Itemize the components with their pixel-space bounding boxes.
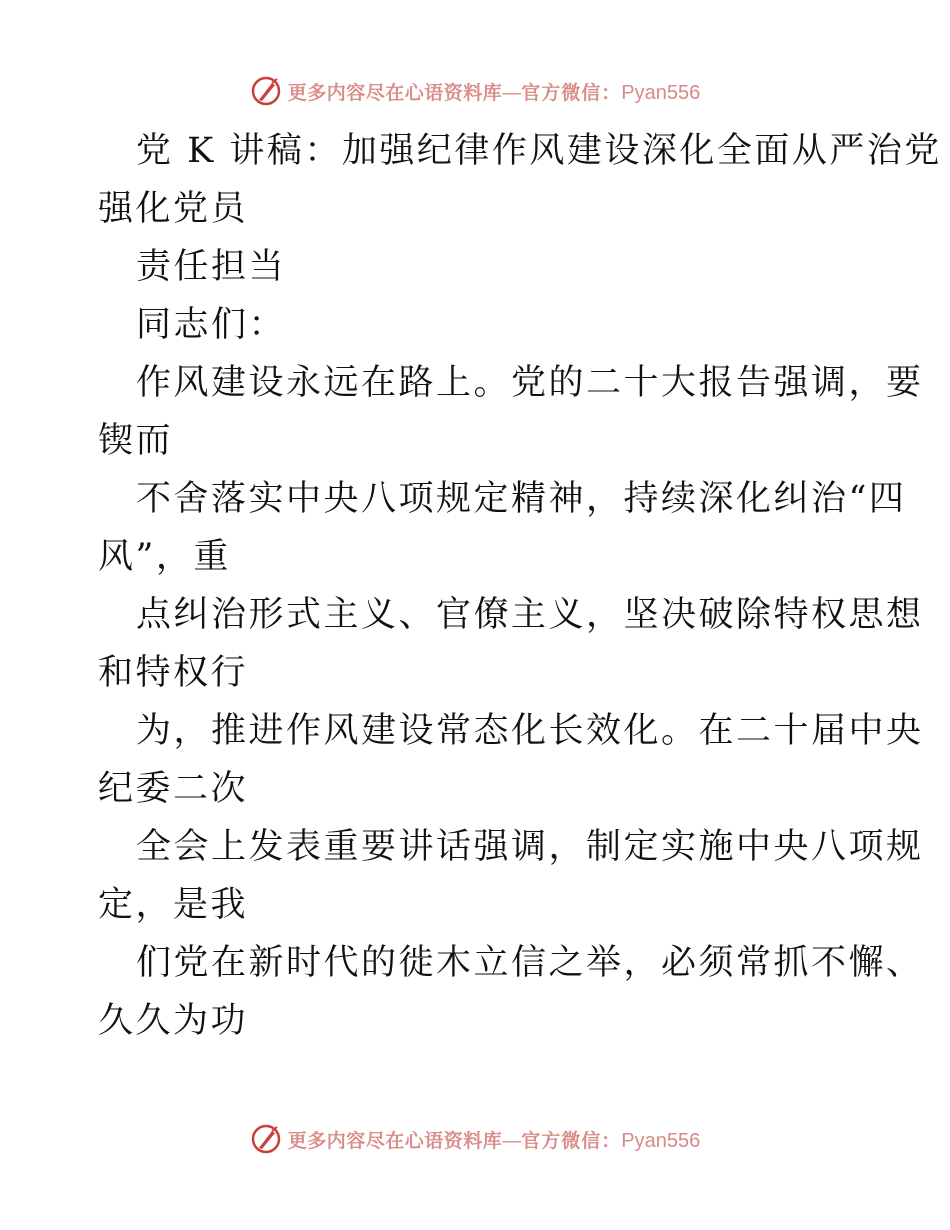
text-line: 风”，重	[98, 537, 231, 577]
text-line: 责任担当	[136, 247, 287, 287]
banner-main-text: 更多内容尽在心语资料库	[287, 81, 503, 104]
text-line: 们党在新时代的徙木立信之举，必须常抓不懈、	[136, 943, 924, 983]
footer-banner	[0, 1119, 950, 1159]
header-banner-text	[288, 78, 701, 105]
text-line: 不舍落实中央八项规定精神，持续深化纠治“四	[136, 479, 907, 519]
banner-wechat-label: 官方微信：	[521, 81, 622, 104]
text-line: 纪委二次	[98, 769, 249, 809]
text-line: 和特权行	[98, 653, 249, 693]
text-line: 同志们：	[136, 305, 287, 345]
text-line: 党 K 讲稿：加强纪律作风建设深化全面从严治党	[136, 131, 942, 171]
header-banner	[0, 71, 950, 111]
banner-wechat-id: Pyan556	[621, 1129, 701, 1152]
quill-pen-circle-icon	[250, 75, 282, 107]
quill-pen-circle-icon	[250, 1123, 282, 1155]
banner-dash: —	[502, 1130, 522, 1152]
banner-wechat-label: 官方微信：	[521, 1129, 622, 1152]
banner-wechat-id: Pyan556	[621, 81, 701, 104]
document-body	[98, 122, 942, 1050]
text-line: 为，推进作风建设常态化长效化。在二十届中央	[136, 711, 924, 751]
text-line: 点纠治形式主义、官僚主义，坚决破除特权思想	[136, 595, 924, 635]
footer-banner-text	[288, 1126, 701, 1153]
text-line: 锲而	[98, 421, 174, 461]
text-line: 作风建设永远在路上。党的二十大报告强调，要	[136, 363, 924, 403]
text-line: 强化党员	[98, 189, 249, 229]
banner-dash: —	[502, 82, 522, 104]
banner-main-text: 更多内容尽在心语资料库	[287, 1129, 503, 1152]
text-line: 全会上发表重要讲话强调，制定实施中央八项规	[136, 827, 924, 867]
text-line: 久久为功	[98, 1001, 249, 1041]
text-line: 定，是我	[98, 885, 249, 925]
